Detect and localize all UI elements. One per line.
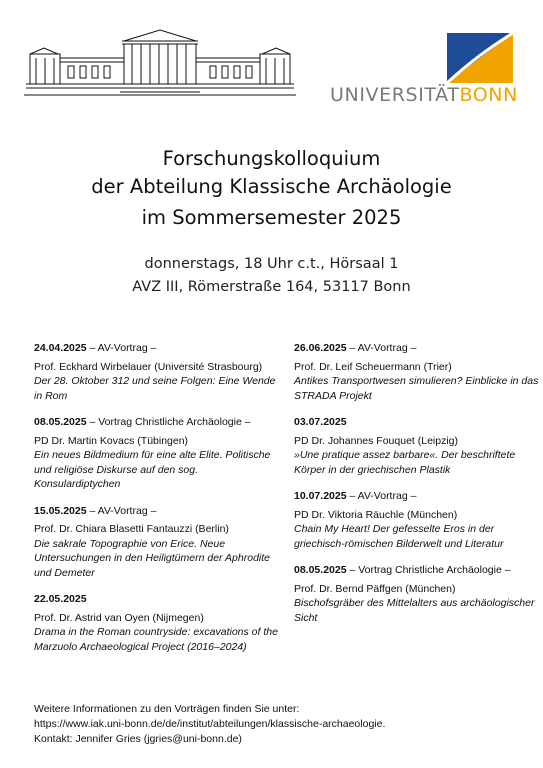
event-talk: »Une pratique assez barbare«. Der beschriftete Körper in der griechischen Plastik (294, 449, 516, 476)
event-type: – AV-Vortrag – (346, 342, 417, 354)
footer-url-link[interactable]: https://www.iak.uni-bonn.de/de/institut/abteilungen/klassische-archaeologie. (34, 718, 386, 730)
event-talk: Die sakrale Topographie von Erice. Neue Untersuchungen in den Heiligtümern der Aphrodite und Demeter (34, 537, 271, 579)
event-speaker: PD Dr. Viktoria Räuchle (München) (294, 508, 458, 521)
event-header (294, 341, 542, 356)
event-item (34, 341, 282, 403)
title-line-2: der Abteilung Klassische Archäologie (91, 175, 452, 198)
event-item (294, 341, 542, 403)
event-speaker: PD Dr. Johannes Fouquet (Leipzig) (294, 434, 459, 447)
university-logo-mark (447, 33, 513, 83)
title-line-3: im Sommersemester 2025 (141, 206, 402, 229)
building-illustration (24, 28, 296, 98)
event-type: – AV-Vortrag – (86, 504, 157, 517)
event-talk: Chain My Heart! Der gefesselte Eros in der griechisch-römischen Bilderwelt und Literatur (294, 523, 504, 550)
program-column-right (294, 341, 542, 637)
event-speaker: PD Dr. Martin Kovacs (Tübingen) (34, 434, 189, 447)
event-item (34, 592, 282, 654)
event-header (34, 415, 282, 430)
event-type: – AV-Vortrag – (86, 342, 157, 354)
event-speaker: Prof. Eckhard Wirbelauer (Université Strasbourg) (34, 360, 263, 373)
event-speaker: Prof. Dr. Chiara Blasetti Fantauzzi (Berlin) (34, 523, 229, 535)
event-date: 08.05.2025 (294, 564, 347, 576)
event-talk: Der 28. Oktober 312 und seine Folgen: Eine Wende in Rom (34, 375, 276, 402)
footer-line-info: Weitere Informationen zu den Vorträgen finden Sie unter: (34, 703, 300, 715)
event-item (294, 489, 542, 551)
event-date: 08.05.2025 (34, 416, 87, 428)
event-speaker: Prof. Dr. Leif Scheuermann (Trier) (294, 360, 452, 373)
event-talk: Drama in the Roman countryside: excavations of the Marzuolo Archaeological Project (2016–2024) (34, 626, 278, 653)
event-header (34, 341, 282, 356)
event-date: 22.05.2025 (34, 593, 87, 605)
event-talk: Bischofsgräber des Mittelalters aus archäologischer Sicht (294, 597, 535, 624)
footer-info (34, 702, 514, 747)
event-speaker: Prof. Dr. Bernd Päffgen (München) (294, 582, 456, 595)
event-date: 10.07.2025 (294, 490, 347, 502)
event-item (294, 563, 542, 625)
program-column-left (34, 341, 282, 666)
event-speaker: Prof. Dr. Astrid van Oyen (Nijmegen) (34, 611, 204, 624)
footer-contact: Kontakt: Jennifer Gries (jgries@uni-bonn.de) (34, 733, 242, 745)
event-header (294, 563, 542, 578)
event-header (34, 592, 282, 607)
subtitle-line-2: AVZ III, Römerstraße 164, 53117 Bonn (132, 279, 411, 295)
event-date: 24.04.2025 (34, 342, 87, 354)
event-type: – AV-Vortrag – (346, 490, 417, 502)
title-line-1: Forschungskolloquium (162, 147, 381, 170)
logo-universitaet: UNIVERSITÄT (330, 84, 460, 106)
event-header (294, 415, 542, 430)
event-header (294, 489, 542, 504)
event-date: 15.05.2025 (34, 504, 87, 517)
event-date: 03.07.2025 (294, 416, 347, 428)
event-item (294, 415, 542, 477)
event-talk: Antikes Transportwesen simulieren? Einblicke in das STRADA Projekt (294, 375, 539, 402)
logo-bonn: BONN (459, 84, 518, 106)
event-type: – Vortrag Christliche Archäologie – (86, 416, 251, 428)
event-type: – Vortrag Christliche Archäologie – (346, 564, 511, 576)
subtitle-line-1: donnerstags, 18 Uhr c.t., Hörsaal 1 (144, 256, 399, 272)
event-item (34, 415, 282, 492)
university-logo-text (330, 85, 518, 105)
event-item (34, 504, 282, 581)
event-date: 26.06.2025 (294, 342, 347, 354)
event-talk: Ein neues Bildmedium für eine alte Elite. Politische und religiöse Diskurse auf den sog. Konsulardiptychen (34, 449, 271, 490)
event-header (34, 504, 282, 519)
